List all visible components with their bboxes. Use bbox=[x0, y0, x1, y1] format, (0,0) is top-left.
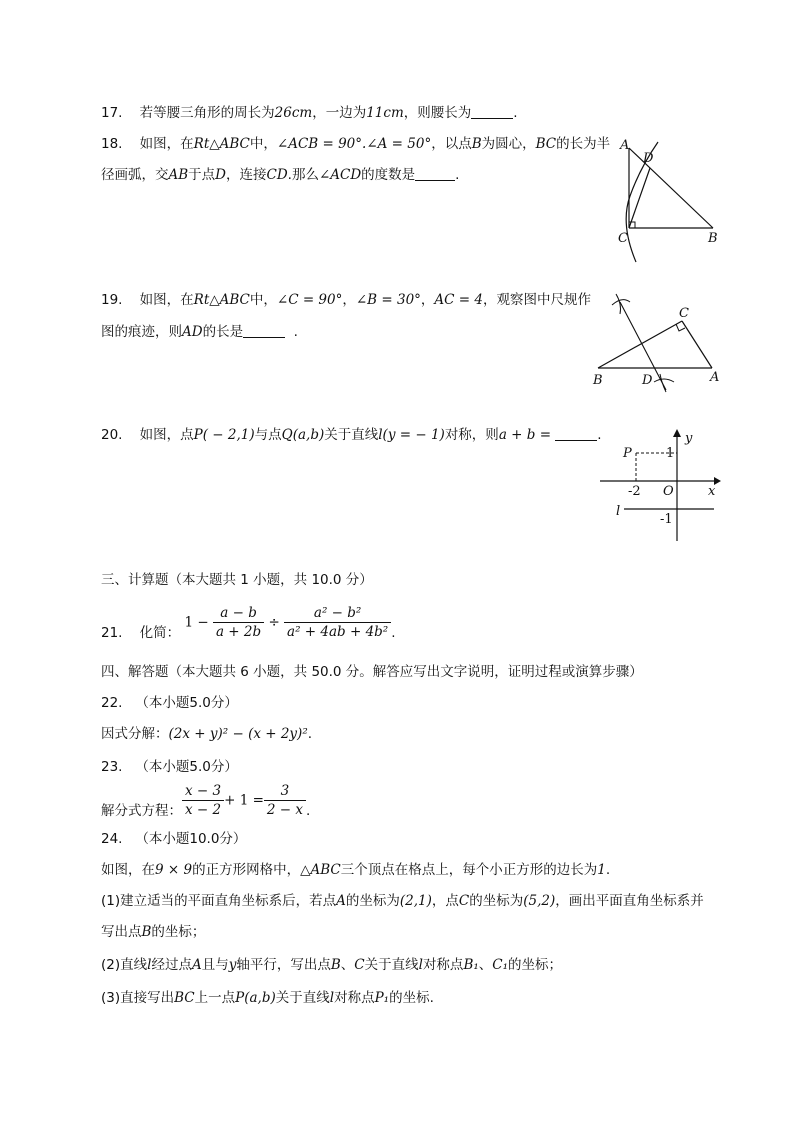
math-expression: BC bbox=[535, 136, 557, 152]
section-3-heading: 三、计算题（本大题共 1 小题，共 10.0 分） bbox=[101, 572, 373, 588]
question-text: 的坐标为 bbox=[345, 893, 400, 909]
question-text: 为圆心， bbox=[481, 136, 536, 152]
math-expression: + 1 = bbox=[224, 792, 264, 809]
question-18-line-1 bbox=[101, 134, 610, 154]
score-note: （本小题5.0分） bbox=[135, 695, 238, 711]
question-text: ，点 bbox=[431, 893, 459, 909]
segment-cd bbox=[629, 168, 650, 228]
question-23-body bbox=[101, 782, 310, 819]
tick-neg1: -1 bbox=[660, 512, 673, 527]
question-text: 如图，点 bbox=[139, 427, 194, 443]
math-expression: AD bbox=[182, 324, 203, 340]
question-24-part-2 bbox=[101, 955, 562, 975]
math-expression: 9 × 9 bbox=[155, 862, 193, 878]
math-expression: C₁ bbox=[492, 957, 509, 973]
math-expression: AB bbox=[168, 167, 189, 183]
figure-19 bbox=[590, 290, 730, 395]
question-text: 经过点 bbox=[151, 957, 192, 973]
question-text: 的长是 bbox=[202, 324, 244, 340]
answer-blank bbox=[415, 166, 455, 181]
question-text: 上一点 bbox=[194, 990, 236, 1006]
figure-20 bbox=[596, 425, 726, 543]
math-expression: (5,2) bbox=[523, 893, 556, 909]
math-expression: CD bbox=[266, 167, 288, 183]
question-text: 的正方形网格中， bbox=[192, 862, 301, 878]
segment-ca bbox=[682, 321, 712, 368]
math-expression: Rt△ABC bbox=[193, 136, 250, 152]
question-label: 解分式方程： bbox=[101, 803, 182, 819]
segment-ab bbox=[629, 148, 713, 228]
question-text: 如图，在 bbox=[101, 862, 155, 878]
fraction bbox=[213, 604, 264, 641]
question-text: 轴平行，写出点 bbox=[236, 957, 331, 973]
math-expression: 26cm bbox=[274, 105, 313, 121]
question-text: 如图，在 bbox=[139, 292, 194, 308]
question-text: (1)建立适当的平面直角坐标系后，若点 bbox=[101, 893, 337, 909]
question-number: 17. bbox=[101, 105, 123, 121]
question-text: 于点 bbox=[188, 167, 216, 183]
question-text: 且与 bbox=[201, 957, 229, 973]
math-expression: a + b = bbox=[498, 427, 551, 443]
question-text: . bbox=[605, 862, 611, 878]
question-text: .那么 bbox=[287, 167, 319, 183]
question-text: 、 bbox=[478, 957, 493, 973]
construction-arc bbox=[654, 379, 674, 382]
math-expression: P( − 2,1) bbox=[193, 427, 255, 443]
question-text: 对称点 bbox=[422, 957, 464, 973]
question-text: 图的痕迹，则 bbox=[101, 324, 182, 340]
question-text: 、 bbox=[340, 957, 355, 973]
math-expression: ∠C = 90° bbox=[276, 292, 343, 308]
numerator: a − b bbox=[213, 604, 264, 623]
question-text: 中， bbox=[249, 292, 277, 308]
question-text: . bbox=[293, 324, 298, 340]
question-text: . bbox=[307, 726, 313, 742]
math-expression: ∠ACD bbox=[318, 167, 362, 183]
math-expression: y bbox=[228, 957, 237, 973]
fraction bbox=[264, 782, 306, 819]
question-text: 若等腰三角形的周长为 bbox=[139, 105, 275, 121]
question-text: 三个顶点在格点上，每个小正方形的边长为 bbox=[340, 862, 598, 878]
label-x: x bbox=[708, 484, 716, 499]
question-text: 中， bbox=[249, 136, 277, 152]
question-20 bbox=[101, 425, 602, 445]
math-expression: B bbox=[471, 136, 482, 152]
numerator: 3 bbox=[264, 782, 306, 801]
math-expression: AC = 4 bbox=[434, 292, 483, 308]
math-expression: A bbox=[336, 893, 346, 909]
question-label: 化简： bbox=[139, 625, 181, 641]
question-text: . bbox=[597, 427, 602, 443]
question-24-header bbox=[101, 829, 246, 849]
math-expression: Rt△ABC bbox=[193, 292, 250, 308]
score-note: （本小题10.0分） bbox=[135, 831, 247, 847]
question-17 bbox=[101, 103, 518, 123]
question-text: ， bbox=[342, 292, 356, 308]
construction-arc bbox=[616, 294, 621, 314]
question-19-line-1 bbox=[101, 290, 591, 310]
score-note: （本小题5.0分） bbox=[135, 759, 238, 775]
question-19-line-2 bbox=[101, 322, 298, 342]
answer-blank bbox=[243, 323, 285, 338]
label-b: B bbox=[708, 231, 718, 246]
question-text: ， bbox=[420, 292, 435, 308]
question-number: 20. bbox=[101, 427, 123, 443]
math-expression: ∠B = 30° bbox=[355, 292, 421, 308]
label-y: y bbox=[685, 431, 693, 446]
question-text: 如图，在 bbox=[139, 136, 194, 152]
math-expression: P₁ bbox=[374, 990, 390, 1006]
question-text: . bbox=[391, 625, 396, 641]
math-expression: A bbox=[191, 957, 202, 973]
label-b: B bbox=[593, 373, 603, 388]
question-22-body bbox=[101, 724, 312, 744]
math-expression: (2x + y)² − (x + 2y)² bbox=[168, 726, 308, 742]
fraction bbox=[284, 604, 391, 641]
construction-arc bbox=[660, 374, 666, 392]
question-text: 关于直线 bbox=[275, 990, 330, 1006]
math-expression: P(a,b) bbox=[235, 990, 276, 1006]
question-number: 22. bbox=[101, 695, 123, 711]
math-expression: B bbox=[141, 924, 152, 940]
label-d: D bbox=[642, 373, 653, 388]
fraction bbox=[182, 782, 224, 819]
question-text: ，一边为 bbox=[312, 105, 367, 121]
question-text: . bbox=[455, 167, 460, 183]
tick-neg2: -2 bbox=[628, 484, 641, 499]
math-expression: B₁ bbox=[463, 957, 479, 973]
question-number: 24. bbox=[101, 831, 123, 847]
question-text: ，画出平面直角坐标系并 bbox=[555, 893, 704, 909]
math-expression: l(y = − 1) bbox=[378, 427, 445, 443]
math-expression: 1 − bbox=[184, 614, 209, 631]
question-text: 与点 bbox=[254, 427, 282, 443]
math-expression: Q(a,b) bbox=[281, 427, 325, 443]
question-text: 的坐标为 bbox=[469, 893, 524, 909]
denominator: a + 2b bbox=[215, 624, 262, 640]
tick-1: 1 bbox=[666, 446, 675, 461]
question-24-intro bbox=[101, 860, 610, 880]
label-l: l bbox=[616, 504, 621, 519]
question-number: 21. bbox=[101, 625, 123, 641]
question-text: ，连接 bbox=[226, 167, 267, 183]
denominator: 2 − x bbox=[266, 802, 304, 818]
math-expression: 1 bbox=[597, 862, 606, 878]
segment-bc bbox=[598, 321, 682, 368]
question-text: ，则腰长为 bbox=[403, 105, 472, 121]
question-text: 的坐标； bbox=[508, 957, 563, 973]
question-text: 写出点 bbox=[101, 924, 142, 940]
label-a: A bbox=[710, 370, 720, 385]
math-expression: C bbox=[458, 893, 470, 909]
math-expression: l bbox=[418, 957, 423, 973]
question-text: 关于直线 bbox=[364, 957, 419, 973]
math-expression: ∠ACB = 90°.∠A = 50° bbox=[276, 136, 432, 152]
question-text: 的度数是 bbox=[361, 167, 416, 183]
right-angle-mark bbox=[676, 324, 685, 331]
question-18-line-2 bbox=[101, 165, 459, 185]
denominator: a² + 4ab + 4b² bbox=[287, 624, 389, 640]
math-expression: C bbox=[354, 957, 365, 973]
question-24-part-3 bbox=[101, 988, 434, 1008]
math-expression: B bbox=[330, 957, 341, 973]
question-label: 因式分解： bbox=[101, 726, 169, 742]
question-24-part-1-cont bbox=[101, 922, 205, 942]
question-text: . bbox=[513, 105, 518, 121]
question-text: 的坐标； bbox=[151, 924, 206, 940]
question-24-part-1 bbox=[101, 891, 704, 911]
label-c: C bbox=[618, 231, 628, 246]
numerator: x − 3 bbox=[182, 782, 224, 801]
math-expression: l bbox=[147, 957, 152, 973]
question-number: 23. bbox=[101, 759, 123, 775]
numerator: a² − b² bbox=[284, 604, 391, 623]
question-text: ，观察图中尺规作 bbox=[482, 292, 591, 308]
question-text: 对称点 bbox=[334, 990, 375, 1006]
label-c: C bbox=[679, 306, 689, 321]
figure-18 bbox=[600, 134, 730, 264]
question-23-header bbox=[101, 757, 238, 777]
math-expression: 11cm bbox=[366, 105, 404, 121]
math-expression: (2,1) bbox=[399, 893, 432, 909]
question-text: 的坐标. bbox=[389, 990, 434, 1006]
answer-blank bbox=[471, 104, 513, 119]
question-number: 19. bbox=[101, 292, 123, 308]
question-text: 对称，则 bbox=[444, 427, 499, 443]
question-21 bbox=[101, 604, 396, 641]
label-d: D bbox=[643, 151, 654, 166]
math-expression: l bbox=[329, 990, 335, 1006]
y-axis-arrow bbox=[673, 429, 681, 437]
question-text: 径画弧，交 bbox=[101, 167, 169, 183]
question-text: ，以点 bbox=[431, 136, 472, 152]
math-expression: △ABC bbox=[300, 862, 341, 878]
label-a: A bbox=[620, 138, 630, 153]
math-expression: D bbox=[215, 167, 226, 183]
divide-sign: ÷ bbox=[268, 614, 280, 631]
question-number: 18. bbox=[101, 136, 123, 152]
question-22-header bbox=[101, 693, 238, 713]
answer-blank bbox=[555, 426, 597, 441]
label-origin: O bbox=[663, 484, 674, 499]
question-text: (3)直接写出 bbox=[101, 990, 175, 1006]
label-p: P bbox=[623, 446, 632, 461]
question-text: . bbox=[306, 803, 311, 819]
question-text: 关于直线 bbox=[324, 427, 379, 443]
question-text: 的长为半 bbox=[556, 136, 611, 152]
question-text: (2)直线 bbox=[101, 957, 148, 973]
denominator: x − 2 bbox=[185, 802, 222, 818]
section-4-heading: 四、解答题（本大题共 6 小题，共 50.0 分。解答应写出文字说明，证明过程或演算步骤） bbox=[101, 664, 643, 680]
math-expression: BC bbox=[174, 990, 195, 1006]
